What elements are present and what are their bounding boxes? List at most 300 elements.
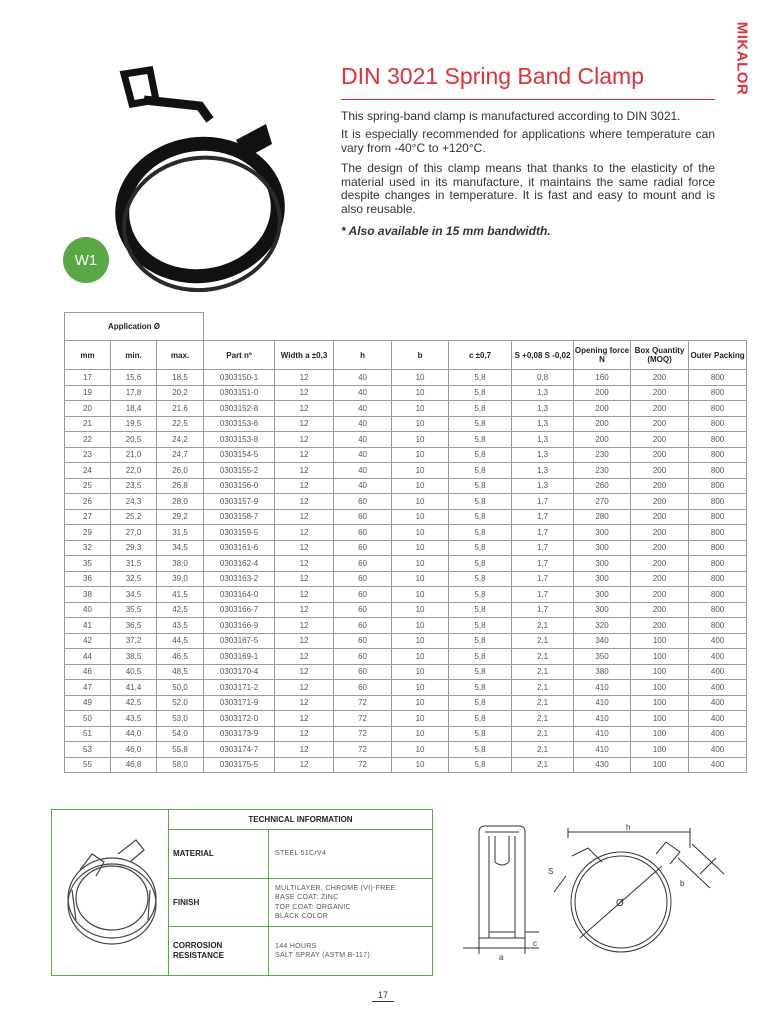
table-cell: 400 — [689, 711, 747, 727]
table-cell: 0303153-8 — [204, 432, 275, 448]
table-cell: 38 — [65, 587, 111, 603]
table-row — [65, 649, 747, 665]
dim-label-s: S — [548, 867, 554, 876]
table-cell: 200 — [631, 540, 689, 556]
tech-value-line: MULTILAYER, CHROME (VI)-FREE — [275, 884, 396, 892]
table-cell: 300 — [574, 571, 631, 587]
table-cell: 1,3 — [512, 447, 574, 463]
table-row — [65, 711, 747, 727]
table-cell: 2,1 — [512, 742, 574, 758]
table-cell: 430 — [574, 757, 631, 773]
description-paragraph-2: It is especially recommended for applications where temperature can vary from -40°C to +120°C. — [341, 127, 715, 155]
table-cell: 0303152-8 — [204, 401, 275, 417]
table-cell: 36 — [65, 571, 111, 587]
table-cell: 5,8 — [449, 618, 512, 634]
table-cell: 2,1 — [512, 711, 574, 727]
table-cell: 72 — [334, 711, 392, 727]
col-header-s: S +0,08 S -0,02 — [512, 341, 574, 370]
table-cell: 60 — [334, 571, 392, 587]
tech-label-corrosion: CORROSION RESISTANCE — [169, 927, 269, 975]
table-cell: 0,8 — [512, 370, 574, 386]
table-cell: 5,8 — [449, 385, 512, 401]
table-cell: 0303171-9 — [204, 695, 275, 711]
page-number: 17 — [372, 990, 394, 1002]
title-divider — [341, 99, 715, 100]
table-cell: 200 — [574, 401, 631, 417]
table-cell: 40 — [65, 602, 111, 618]
table-cell: 39,0 — [157, 571, 204, 587]
table-cell: 42,5 — [157, 602, 204, 618]
table-cell: 1,7 — [512, 587, 574, 603]
table-cell: 0303158-7 — [204, 509, 275, 525]
page-title: DIN 3021 Spring Band Clamp — [341, 63, 644, 89]
table-cell: 320 — [574, 618, 631, 634]
table-cell: 800 — [689, 447, 747, 463]
tech-row-finish — [169, 879, 432, 927]
table-row — [65, 432, 747, 448]
table-cell: 10 — [392, 602, 449, 618]
table-cell: 10 — [392, 432, 449, 448]
table-cell: 400 — [689, 680, 747, 696]
table-cell: 10 — [392, 494, 449, 510]
table-cell: 410 — [574, 711, 631, 727]
table-cell: 12 — [275, 587, 334, 603]
table-cell: 800 — [689, 416, 747, 432]
table-row — [65, 633, 747, 649]
table-cell: 1,3 — [512, 463, 574, 479]
table-cell: 5,8 — [449, 556, 512, 572]
table-cell: 43,5 — [157, 618, 204, 634]
table-cell: 200 — [574, 432, 631, 448]
table-cell: 10 — [392, 540, 449, 556]
table-row — [65, 556, 747, 572]
table-cell: 37,2 — [111, 633, 157, 649]
table-cell: 5,8 — [449, 680, 512, 696]
table-cell: 5,8 — [449, 757, 512, 773]
table-row — [65, 525, 747, 541]
table-cell: 58,0 — [157, 757, 204, 773]
table-row — [65, 494, 747, 510]
table-cell: 10 — [392, 649, 449, 665]
table-row — [65, 587, 747, 603]
table-cell: 200 — [631, 370, 689, 386]
col-header-h: h — [334, 341, 392, 370]
table-cell: 29 — [65, 525, 111, 541]
table-cell: 300 — [574, 556, 631, 572]
table-cell: 0303166-9 — [204, 618, 275, 634]
table-cell: 38,5 — [111, 649, 157, 665]
table-cell: 1,3 — [512, 385, 574, 401]
table-cell: 12 — [275, 478, 334, 494]
table-cell: 260 — [574, 478, 631, 494]
table-cell: 24,7 — [157, 447, 204, 463]
table-cell: 2,1 — [512, 618, 574, 634]
table-cell: 52,0 — [157, 695, 204, 711]
table-cell: 300 — [574, 587, 631, 603]
table-cell: 26,0 — [157, 463, 204, 479]
table-cell: 200 — [631, 556, 689, 572]
table-cell: 12 — [275, 416, 334, 432]
table-cell: 280 — [574, 509, 631, 525]
table-row — [65, 401, 747, 417]
tech-value-line: BASE COAT: ZINC — [275, 894, 339, 901]
table-cell: 0303166-7 — [204, 602, 275, 618]
table-cell: 34,5 — [157, 540, 204, 556]
table-cell: 230 — [574, 447, 631, 463]
table-cell: 0303154-5 — [204, 447, 275, 463]
table-cell: 0303164-0 — [204, 587, 275, 603]
table-cell: 10 — [392, 711, 449, 727]
table-cell: 60 — [334, 494, 392, 510]
table-cell: 10 — [392, 571, 449, 587]
table-cell: 1,7 — [512, 602, 574, 618]
table-cell: 60 — [334, 649, 392, 665]
table-cell: 53 — [65, 742, 111, 758]
table-cell: 200 — [631, 602, 689, 618]
table-cell: 26,8 — [157, 478, 204, 494]
table-cell: 55,8 — [157, 742, 204, 758]
table-cell: 350 — [574, 649, 631, 665]
dim-label-b: b — [680, 879, 685, 888]
table-cell: 0303173-9 — [204, 726, 275, 742]
table-cell: 40 — [334, 463, 392, 479]
technical-information-box — [51, 809, 433, 976]
table-cell: 0303170-4 — [204, 664, 275, 680]
table-cell: 12 — [275, 742, 334, 758]
table-cell: 44,0 — [111, 726, 157, 742]
table-cell: 5,8 — [449, 540, 512, 556]
table-cell: 12 — [275, 463, 334, 479]
table-cell: 200 — [631, 447, 689, 463]
table-cell: 160 — [574, 370, 631, 386]
dim-label-diameter: Ø — [616, 898, 624, 909]
table-cell: 36,5 — [111, 618, 157, 634]
table-cell: 0303171-2 — [204, 680, 275, 696]
table-cell: 21,0 — [111, 447, 157, 463]
table-cell: 0303157-9 — [204, 494, 275, 510]
table-cell: 1,7 — [512, 494, 574, 510]
table-cell: 5,8 — [449, 649, 512, 665]
table-row — [65, 416, 747, 432]
table-cell: 5,8 — [449, 463, 512, 479]
table-header-row — [65, 341, 747, 370]
table-cell: 72 — [334, 726, 392, 742]
table-cell: 2,1 — [512, 633, 574, 649]
table-cell: 200 — [631, 525, 689, 541]
table-cell: 72 — [334, 695, 392, 711]
table-cell: 46 — [65, 664, 111, 680]
table-cell: 5,8 — [449, 478, 512, 494]
table-cell: 12 — [275, 618, 334, 634]
spec-table — [64, 312, 747, 773]
table-cell: 800 — [689, 571, 747, 587]
table-cell: 2,1 — [512, 726, 574, 742]
table-cell: 2,1 — [512, 664, 574, 680]
table-cell: 400 — [689, 757, 747, 773]
table-cell: 22,5 — [157, 416, 204, 432]
table-cell: 20,2 — [157, 385, 204, 401]
table-cell: 300 — [574, 602, 631, 618]
table-cell: 800 — [689, 385, 747, 401]
table-cell: 12 — [275, 649, 334, 665]
tech-row-material — [169, 830, 432, 879]
table-cell: 12 — [275, 602, 334, 618]
table-cell: 10 — [392, 385, 449, 401]
table-cell: 100 — [631, 695, 689, 711]
table-cell: 32,5 — [111, 571, 157, 587]
table-row — [65, 602, 747, 618]
table-cell: 100 — [631, 726, 689, 742]
table-cell: 41,4 — [111, 680, 157, 696]
table-cell: 2,1 — [512, 680, 574, 696]
front-view-drawing — [540, 818, 730, 968]
table-cell: 200 — [631, 618, 689, 634]
table-cell: 800 — [689, 494, 747, 510]
table-cell: 72 — [334, 742, 392, 758]
table-cell: 2,1 — [512, 757, 574, 773]
table-cell: 46,8 — [111, 757, 157, 773]
table-cell: 200 — [631, 432, 689, 448]
table-cell: 800 — [689, 478, 747, 494]
table-row — [65, 726, 747, 742]
table-cell: 5,8 — [449, 571, 512, 587]
table-cell: 22 — [65, 432, 111, 448]
table-cell: 200 — [631, 401, 689, 417]
table-cell: 100 — [631, 649, 689, 665]
table-cell: 53,0 — [157, 711, 204, 727]
table-cell: 18,5 — [157, 370, 204, 386]
table-cell: 42,5 — [111, 695, 157, 711]
table-cell: 10 — [392, 447, 449, 463]
table-cell: 26 — [65, 494, 111, 510]
table-cell: 48,5 — [157, 664, 204, 680]
table-cell: 51 — [65, 726, 111, 742]
table-cell: 12 — [275, 447, 334, 463]
table-cell: 0303162-4 — [204, 556, 275, 572]
table-cell: 40 — [334, 478, 392, 494]
table-row — [65, 540, 747, 556]
table-cell: 800 — [689, 556, 747, 572]
table-cell: 800 — [689, 370, 747, 386]
table-cell: 12 — [275, 385, 334, 401]
tech-value-line: STEEL 51CrV4 — [275, 850, 327, 858]
table-cell: 10 — [392, 370, 449, 386]
table-cell: 41,5 — [157, 587, 204, 603]
table-cell: 380 — [574, 664, 631, 680]
table-cell: 800 — [689, 618, 747, 634]
table-cell: 19 — [65, 385, 111, 401]
table-cell: 5,8 — [449, 726, 512, 742]
table-cell: 400 — [689, 664, 747, 680]
dim-label-h: h — [626, 823, 631, 832]
table-cell: 230 — [574, 463, 631, 479]
tech-value-line: SALT SPRAY (ASTM B-117) — [275, 952, 370, 959]
dim-label-a: a — [499, 953, 504, 962]
table-cell: 400 — [689, 726, 747, 742]
table-cell: 10 — [392, 525, 449, 541]
tech-label-finish: FINISH — [169, 879, 269, 926]
tech-value-finish — [275, 879, 396, 926]
table-row — [65, 664, 747, 680]
table-cell: 12 — [275, 432, 334, 448]
table-cell: 55 — [65, 757, 111, 773]
table-cell: 200 — [631, 463, 689, 479]
table-cell: 42 — [65, 633, 111, 649]
table-cell: 0303167-5 — [204, 633, 275, 649]
table-cell: 0303169-1 — [204, 649, 275, 665]
table-cell: 2,1 — [512, 649, 574, 665]
table-cell: 50,0 — [157, 680, 204, 696]
table-cell: 12 — [275, 401, 334, 417]
table-cell: 800 — [689, 463, 747, 479]
table-cell: 410 — [574, 726, 631, 742]
table-cell: 5,8 — [449, 695, 512, 711]
technical-information-heading: TECHNICAL INFORMATION — [169, 810, 432, 830]
table-cell: 38,0 — [157, 556, 204, 572]
table-cell: 60 — [334, 680, 392, 696]
table-cell: 1,3 — [512, 416, 574, 432]
table-cell: 1,7 — [512, 556, 574, 572]
table-cell: 5,8 — [449, 509, 512, 525]
table-cell: 5,8 — [449, 370, 512, 386]
table-cell: 29,2 — [157, 509, 204, 525]
table-cell: 200 — [574, 416, 631, 432]
tech-value-line: 144 HOURS — [275, 942, 317, 950]
table-cell: 800 — [689, 401, 747, 417]
table-cell: 410 — [574, 742, 631, 758]
table-cell: 800 — [689, 540, 747, 556]
table-row — [65, 447, 747, 463]
table-row — [65, 757, 747, 773]
table-cell: 10 — [392, 478, 449, 494]
table-cell: 5,8 — [449, 633, 512, 649]
table-cell: 10 — [392, 742, 449, 758]
table-cell: 5,8 — [449, 416, 512, 432]
table-cell: 12 — [275, 726, 334, 742]
table-cell: 12 — [275, 556, 334, 572]
table-cell: 60 — [334, 525, 392, 541]
clamp-sketch-image — [52, 810, 169, 975]
table-cell: 12 — [275, 370, 334, 386]
table-cell: 0303172-0 — [204, 711, 275, 727]
table-row — [65, 385, 747, 401]
table-cell: 10 — [392, 664, 449, 680]
table-cell: 10 — [392, 618, 449, 634]
table-cell: 0303153-6 — [204, 416, 275, 432]
table-cell: 5,8 — [449, 432, 512, 448]
tech-value-corrosion — [275, 927, 370, 975]
dim-label-c: c — [533, 939, 537, 948]
table-cell: 0303159-5 — [204, 525, 275, 541]
table-cell: 800 — [689, 509, 747, 525]
table-cell: 60 — [334, 633, 392, 649]
table-cell: 100 — [631, 664, 689, 680]
table-cell: 60 — [334, 664, 392, 680]
col-header-min: min. — [111, 341, 157, 370]
table-cell: 800 — [689, 432, 747, 448]
table-cell: 12 — [275, 680, 334, 696]
brand-name: MIKALOR — [733, 21, 751, 96]
table-cell: 1,7 — [512, 509, 574, 525]
table-cell: 10 — [392, 633, 449, 649]
table-cell: 24,2 — [157, 432, 204, 448]
table-cell: 1,3 — [512, 478, 574, 494]
table-cell: 60 — [334, 602, 392, 618]
table-cell: 800 — [689, 602, 747, 618]
table-cell: 400 — [689, 633, 747, 649]
table-cell: 27,0 — [111, 525, 157, 541]
table-cell: 46,5 — [157, 649, 204, 665]
table-row — [65, 509, 747, 525]
table-cell: 100 — [631, 633, 689, 649]
table-cell: 100 — [631, 711, 689, 727]
table-cell: 49 — [65, 695, 111, 711]
table-cell: 47 — [65, 680, 111, 696]
table-cell: 40 — [334, 370, 392, 386]
availability-note: * Also available in 15 mm bandwidth. — [341, 224, 551, 238]
table-cell: 34,5 — [111, 587, 157, 603]
table-cell: 21,6 — [157, 401, 204, 417]
table-cell: 54,0 — [157, 726, 204, 742]
table-cell: 40 — [334, 447, 392, 463]
table-cell: 27 — [65, 509, 111, 525]
table-row — [65, 370, 747, 386]
table-cell: 200 — [574, 385, 631, 401]
table-cell: 12 — [275, 757, 334, 773]
table-row — [65, 680, 747, 696]
table-cell: 10 — [392, 680, 449, 696]
table-cell: 50 — [65, 711, 111, 727]
table-row — [65, 571, 747, 587]
table-cell: 1,7 — [512, 571, 574, 587]
table-cell: 200 — [631, 494, 689, 510]
table-cell: 200 — [631, 416, 689, 432]
table-cell: 1,3 — [512, 401, 574, 417]
table-cell: 20 — [65, 401, 111, 417]
table-cell: 12 — [275, 633, 334, 649]
table-cell: 17,8 — [111, 385, 157, 401]
table-cell: 5,8 — [449, 664, 512, 680]
table-cell: 1,7 — [512, 540, 574, 556]
table-cell: 44,5 — [157, 633, 204, 649]
table-cell: 0303151-0 — [204, 385, 275, 401]
col-header-part-no: Part nº — [204, 341, 275, 370]
table-cell: 0303163-2 — [204, 571, 275, 587]
brand-logo — [726, 22, 756, 102]
table-cell: 5,8 — [449, 711, 512, 727]
table-cell: 12 — [275, 664, 334, 680]
table-cell: 0303174-7 — [204, 742, 275, 758]
table-row — [65, 742, 747, 758]
table-cell: 46,0 — [111, 742, 157, 758]
table-cell: 60 — [334, 587, 392, 603]
col-header-max: max. — [157, 341, 204, 370]
table-cell: 400 — [689, 695, 747, 711]
description-paragraph-1: This spring-band clamp is manufactured according to DIN 3021. — [341, 109, 681, 123]
col-header-c: c ±0,7 — [449, 341, 512, 370]
table-cell: 19,5 — [111, 416, 157, 432]
table-cell: 29,3 — [111, 540, 157, 556]
table-cell: 12 — [275, 494, 334, 510]
table-cell: 60 — [334, 540, 392, 556]
table-cell: 200 — [631, 478, 689, 494]
table-cell: 0303161-6 — [204, 540, 275, 556]
table-cell: 40 — [334, 385, 392, 401]
table-cell: 200 — [631, 587, 689, 603]
col-header-outer-packing: Outer Packing — [689, 341, 747, 370]
table-cell: 10 — [392, 401, 449, 417]
col-header-opening-force: Opening force N — [574, 341, 631, 370]
